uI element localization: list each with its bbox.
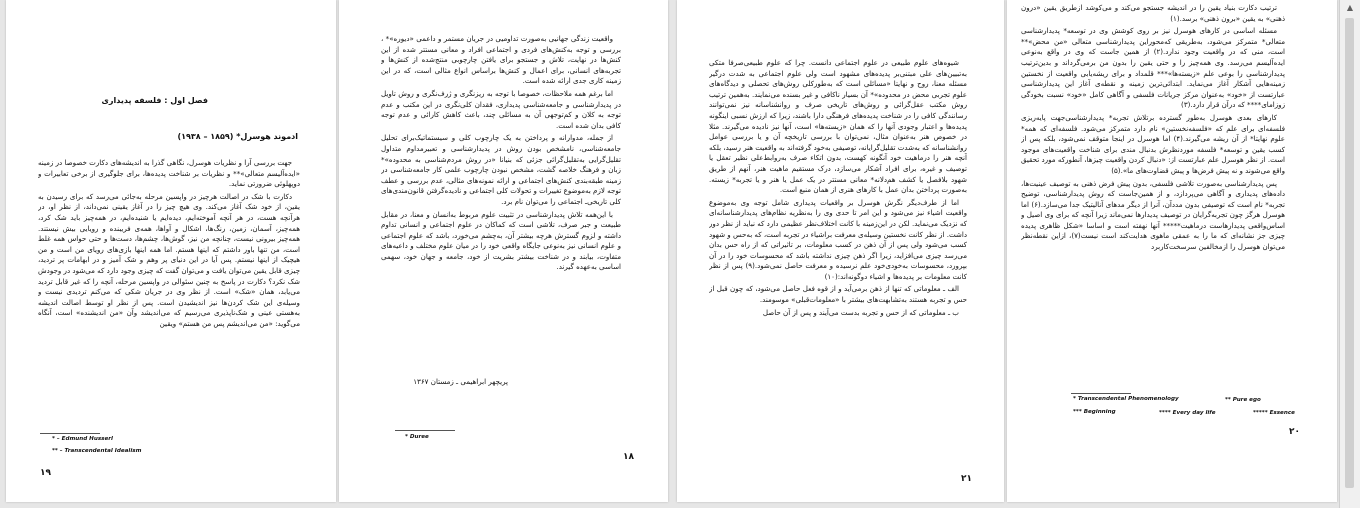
book-page-18 [339, 0, 668, 502]
paragraph: کارهای بعدی هوسرل به‌طور گسترده برتلاش تجربه* پدیدارشناسی‌جهت پایه‌ریزی فلسفه‌ای برای علم که «فلسفه‌نخستین» نام دارد متمرکز می‌شود. فلسفه‌ای که همه* علوم نهایتا* از آن ریشه می‌گیرند.(۴) اما هوسرل در اینجا متوقف نمی‌شود، بلکه پس از کسب یقین و توسعه* فلسفه مورد‌نظرش بدنبال مندی برای شناخت واقعیت‌های موجود است. از نظر هوسرل علم عبارتست از: «دنبال کردن واقعیت چیزها، آنطورکه مورد تحقیق واقع می‌شوند و نه پیش فرض‌ها و پیش قضاوت‌های ما».(۵) [1021, 112, 1285, 175]
paragraph: الف ـ معلوماتی که تنها از ذهن برمی‌آید و از قوه فعل حاصل می‌شود، که چون قبل از حس و تجربه هستند به‌تشابهت‌های بیشتر با «معلومات‌قبلی» موسومند. [709, 284, 967, 305]
footnote: ** – Transcendental Idealism [52, 448, 142, 454]
paragraph: اما از طرف‌دیگر نگرش هوسرل بر واقعیات پدیداری شامل توجه وی به‌موضوع واقعیت اشیاء نیز می‌شود و این امر تا حدی وی را به‌نظریه نظام‌های پدیدارشناسانه‌ای که نزدیک می‌نماید. لکن در این‌زمینه با کانت اختلاف‌نظر عظیمی دارد که نباید از نظر دور داشت. از نظر کانت نخستین وسیله‌ی معرفت براشیاء در تجربه است، که به‌حس و شهود کسب می‌شود ولی پس از آن ذهن در کسب معلومات، بر تاثیراتی که از راه حس بدان می‌رسد چیزی می‌افزاید، زیرا اگر ذهن چیزی نداشته باشد که محسوسات خود را در آن بپرورد، محسوسات به‌خودی‌خود علم نرسیده و معرفت حاصل نمی‌شود.(۹) پس از نظر کانت معلومات بر پدیده‌ها و اشیاء دوگونه‌اند:(۱۰) [709, 197, 967, 281]
page-text [381, 34, 621, 374]
book-page-21 [677, 0, 1004, 502]
footnote: **** Every day life [1159, 410, 1216, 416]
paragraph: پس پدیدارشناسی به‌صورت تلاشی فلسفی، بدون پیش فرض ذهنی به توصیف عینیت‌ها، داده‌های پدیداری و آگاهی می‌پردازد، و از همین‌جاست که روش پدیدارشناسی، توضیح تجربه* نام است که توصیفی بدون مددآن، آنرا از دیگر مدهای آنالیتیک جدا می‌سازد.(۶) اما هوسرل هرگز چون تجربه‌گرایان در توصیف پدیدارها نمی‌ماند زیرا آنچه که برای وی اصیل و اساس‌واقعی پدیدارهاست درماهیت***** آنها نهفته است و اساسا «شکل ظاهری پدیده چیزی جز نشانه‌ای که ما را به عمقی ماهوی هدایت‌کند است نیست(۷)، ازاین نقطه‌نظر می‌توان هوسرل را ازمخالفین سرسخت‌کاربرد [1021, 178, 1285, 252]
author-signature: پریچهر ابراهیمی ـ زمستان ۱۳۶۷ [413, 377, 508, 386]
paragraph: ب ـ معلوماتی که از حس و تجربه بدست می‌آیند و پس از آن حاصل [762, 307, 959, 317]
chapter-heading: فصل اول : فلسفه پدیداری [101, 96, 208, 105]
footnote: ** Pure ego [1225, 397, 1261, 403]
page-text [709, 58, 967, 470]
paragraph: مسئله اساسی در کارهای هوسرل نیز بر روی کوشش وی در توسعه* پدیدارشناسی متعالی* متمرکز می‌شود، به‌طریقی که‌محوراین پدیدارشناسی متعالی «من محض»** است، منی که در واقعیت وجود ندارد.(۲) از همین جاست که وی در واقع به‌نوعی ایده‌آلیسم می‌رسد. وی همه‌چیز را و حتی یقین را بدون من برمی‌گرداند و بدین‌ترتیب پدیدارشناسی را بوعی علم «زیسته‌ها»*** قلمداد و برای ریشه‌یابی واقعیت از نخستین زمینه‌هایی آشکار آغاز می‌نماید. ابتدائی‌ترین زمینه و نقطه‌ی آغاز این پدیدارشناسی عبارتست از «خود» به‌عنوان مرکز جریانات فلسفی و آگاهی کامل «خود» نسبت بخودگی زوزامای**** که درآن قرار دارد.(۳) [1021, 26, 1285, 110]
paragraph: با این‌همه تلاش پدیدارشناسی در تثبیت علوم مربوط به‌انسان و معنا، در مقابل طبیعت و جبر صرف، تلاشی است که کماکان در علوم اجتماعی و انسانی تداوم داشته و لزوم گسترش هرچه بیشتر آن، به‌چشم می‌خورد، باشد که علوم اجتماعی و علوم انسانی نیز به‌نوعی جایگاه واقعی خود را در میان علوم مختلف و داعیه‌های متفاوت، بیابند و در شناخت بیشتر بشریت از خود، جامعه و جهان خود، سهمی اساسی به‌عهده گیرند. [381, 209, 621, 272]
footnote: * – Edmund Husserl [52, 436, 113, 442]
footnote: * Transcendental Phenomenology [1073, 396, 1179, 402]
scroll-up-arrow-icon[interactable]: ▲ [1346, 3, 1354, 12]
book-page-20 [1007, 0, 1337, 502]
footnote: *** Beginning [1073, 409, 1116, 415]
section-heading: ادموند هوسرل* (۱۸۵۹ – ۱۹۳۸) [177, 132, 298, 141]
paragraph: دکارت با شک در اصالت هرچیز در واپسین مرحله به‌جائی می‌رسد که برای رسیدن به یقین، از خود شک آغاز می‌کند. وی هیچ چیز را در آغاز یقینی نمی‌داند، از نظر او، در هرآنچه هست، در هر آنچه آموخته‌ایم، دیده‌ایم یا شنیده‌ایم، در همه‌چیز باید شک کرد، همه‌چیز، آسمان، زمین، رنگ‌ها، اشکال و آواها، همه‌ی فریبنده و رویایی بیش نیستند. همه‌چیز بیرونی نیست، چنانچه من نیز، گوش‌ها، چشم‌ها، دست‌ها و حتی حواس همه غلط است، من تنها باور داشتم که اینها هستم. اما همه اینها بازی‌های رویای من است و من هیچیک از اینها نیستم. پس آیا در این دنیای پر وهم و شک آمیز و در ابهامات پر تردید، چیزی قابل یقین می‌توان یافت و می‌توان گفت که چیزی وجود دارد که می‌شود در وجودش شک نکرد؟ دکارت در پاسخ به چنین سئوالی در واپسین مرحله، آنچه را که غیر قابل تردید می‌یابد، همان «شک» است. از نظر وی در جریان شکی که می‌کنم تردیدی نیست و وسیله‌ی این شک کردن‌ها نیز اندیشیدن است. پس از نظر او توسط اصالت اندیشه به‌هستی عینی و شک‌ناپذیری می‌رسیم که می‌اندیشد وآن «من اندیشنده» است، آنگاه می‌گوید: «من می‌اندیشم پس من هستم» ویقین [38, 191, 300, 328]
page-number: ۱۸ [623, 452, 634, 462]
page-number: ۲۱ [961, 474, 972, 484]
paragraph: از جمله، مدوارانه و پرداختن به یک چارچوب کلی و سیستماتیک‌برای تحلیل جامعه‌شناسی، نامشخص بودن روش در پدیدارشناسی و تعبیرمداوم متداول تقلیل‌گرایی به‌تقلیل‌گرائی جزئی که بنیانا «در روش مردم‌شناسی به محدوده»* زبان و فرهنگ خلاصه گشت، مشخص نبودن چارچوب علمی کار جامعه‌شناسی در زمینه طبقه‌بندی کنش‌های اجتماعی و ارائه نمونه‌های مثالی، عدم بررسی و عطف توجه لازم به‌موضوع تغییرات و تحولات کلی اجتماعی و نادیده‌گرفتن قانون‌مندی‌های کلی تاریخی‌ـ اجتماعی را می‌توان نام برد. [381, 133, 621, 206]
paragraph: اما برغم همه ملاحظات، خصوصا با توجه به ریزنگری و ژرف‌نگری و روش تاویل در پدیدارشناسی و جامعه‌شناسی پدیداری، فقدان کلی‌نگری در این مکتب و عدم توجه به کلان و کم‌توجهی آن به مسائلی چند، باعث کاهش کارائی و عدم توجه کافی بدان شده است. [381, 88, 621, 130]
scrollbar-thumb[interactable] [1345, 18, 1354, 488]
paragraph: شیوه‌های علوم طبیعی در علوم اجتماعی دانست. چرا که علوم طبیعی‌صرفا متکی به‌تبیین‌های علی مبتنی‌بر پدیده‌های مشهود است ولی علوم اجتماعی به شدت درگیر مسئله معنا، روح و نهایتا «مسائلی است که به‌طورکلی روش‌های تحصلی و دیدگاه‌های علوم تجربی محض در محدوده»* آن بسیار ناکافی و غیر بسنده می‌نمایند. به‌همین ترتیب روش مکتب عقل‌گرائی و روش‌های تاریخی صرف و روانشناسانه نیز نمی‌توانند رسانندگی کافی را در شناخت پدیده‌های فرهنگی دارا باشند، زیرا که ارزش نسبی اینگونه پدیده‌ها و اعتبار وجودی آنها را که همان «زیسته‌ها» است، آنها نیز نادیده می‌گیرند. مثلا در خصوص هنر به‌عنوان مثال، نمی‌توان با بررسی تاریخچه آن و یا بررسی عوامل روانشناسانه که به‌شدت تقلیل‌گرایانه، توصیفی به‌خود گرفته‌اند به واقعیت هنر رسید، بلکه آنچه هنر را درماهیت خود آنگونه کهست، بدون اتکاء صرف به‌روابط‌علی نظیر تعقل یا توصیف و غیره، برای افراد آشکار می‌سازد، درک مستقیم ماهیت هنر، آنهم از طریق شهود بلافصل یا کشف هم‌دلانه* معانی مستتر در یک عمل یا هنر و یا تجربه* زیسته. به‌صورت پرداختن بدان عمل با کارهای هنری از همان منبع است. [709, 58, 967, 195]
vertical-scrollbar[interactable] [1339, 0, 1360, 508]
page-number: ۲۰ [1289, 427, 1300, 437]
footnote: ***** Essence [1253, 410, 1295, 416]
page-number: ۱۹ [40, 468, 51, 478]
page-text [38, 158, 300, 430]
paragraph: واقعیت زندگی جهانیی به‌صورت تداومیی در جریان مستمر و داعمی «دیوره»* ، بررسی و توجه به‌کنش‌های فردی و اجتماعی افراد و معانی مستتر شده از این کنش‌ها در نهایت، تلاش و جستجو برای یافتن چارچوبی منتج‌شده از کنش‌ها و تجربه‌های انسانی، برای اعمال و کنش‌ها براساس انواع مثالی است، که در این زمینه کاری جدی ارائه شده است. [381, 34, 621, 86]
footnote: * Duree [405, 434, 429, 440]
paragraph: ترتیب دکارت بنیاد یقین را در اندیشه جستجو می‌کند و می‌کوشد ازطریق یقین «درون ذهنی» به یقین «برون ذهنی» برسد.(۱) [1021, 3, 1285, 23]
page-text [1021, 3, 1285, 391]
paragraph: جهت بررسی آرا و نظریات هوسرل، نگاهی گذرا به اندیشه‌های دکارت خصوصا در زمینه «ایده‌آلیسم متعالی»** و نظریات بر شناخت پدیده‌ها، برای جلوگیری از برخی تعابیرات و دوپهلوئی ضرورتی نماید. [38, 158, 300, 189]
book-page-19 [6, 0, 336, 502]
